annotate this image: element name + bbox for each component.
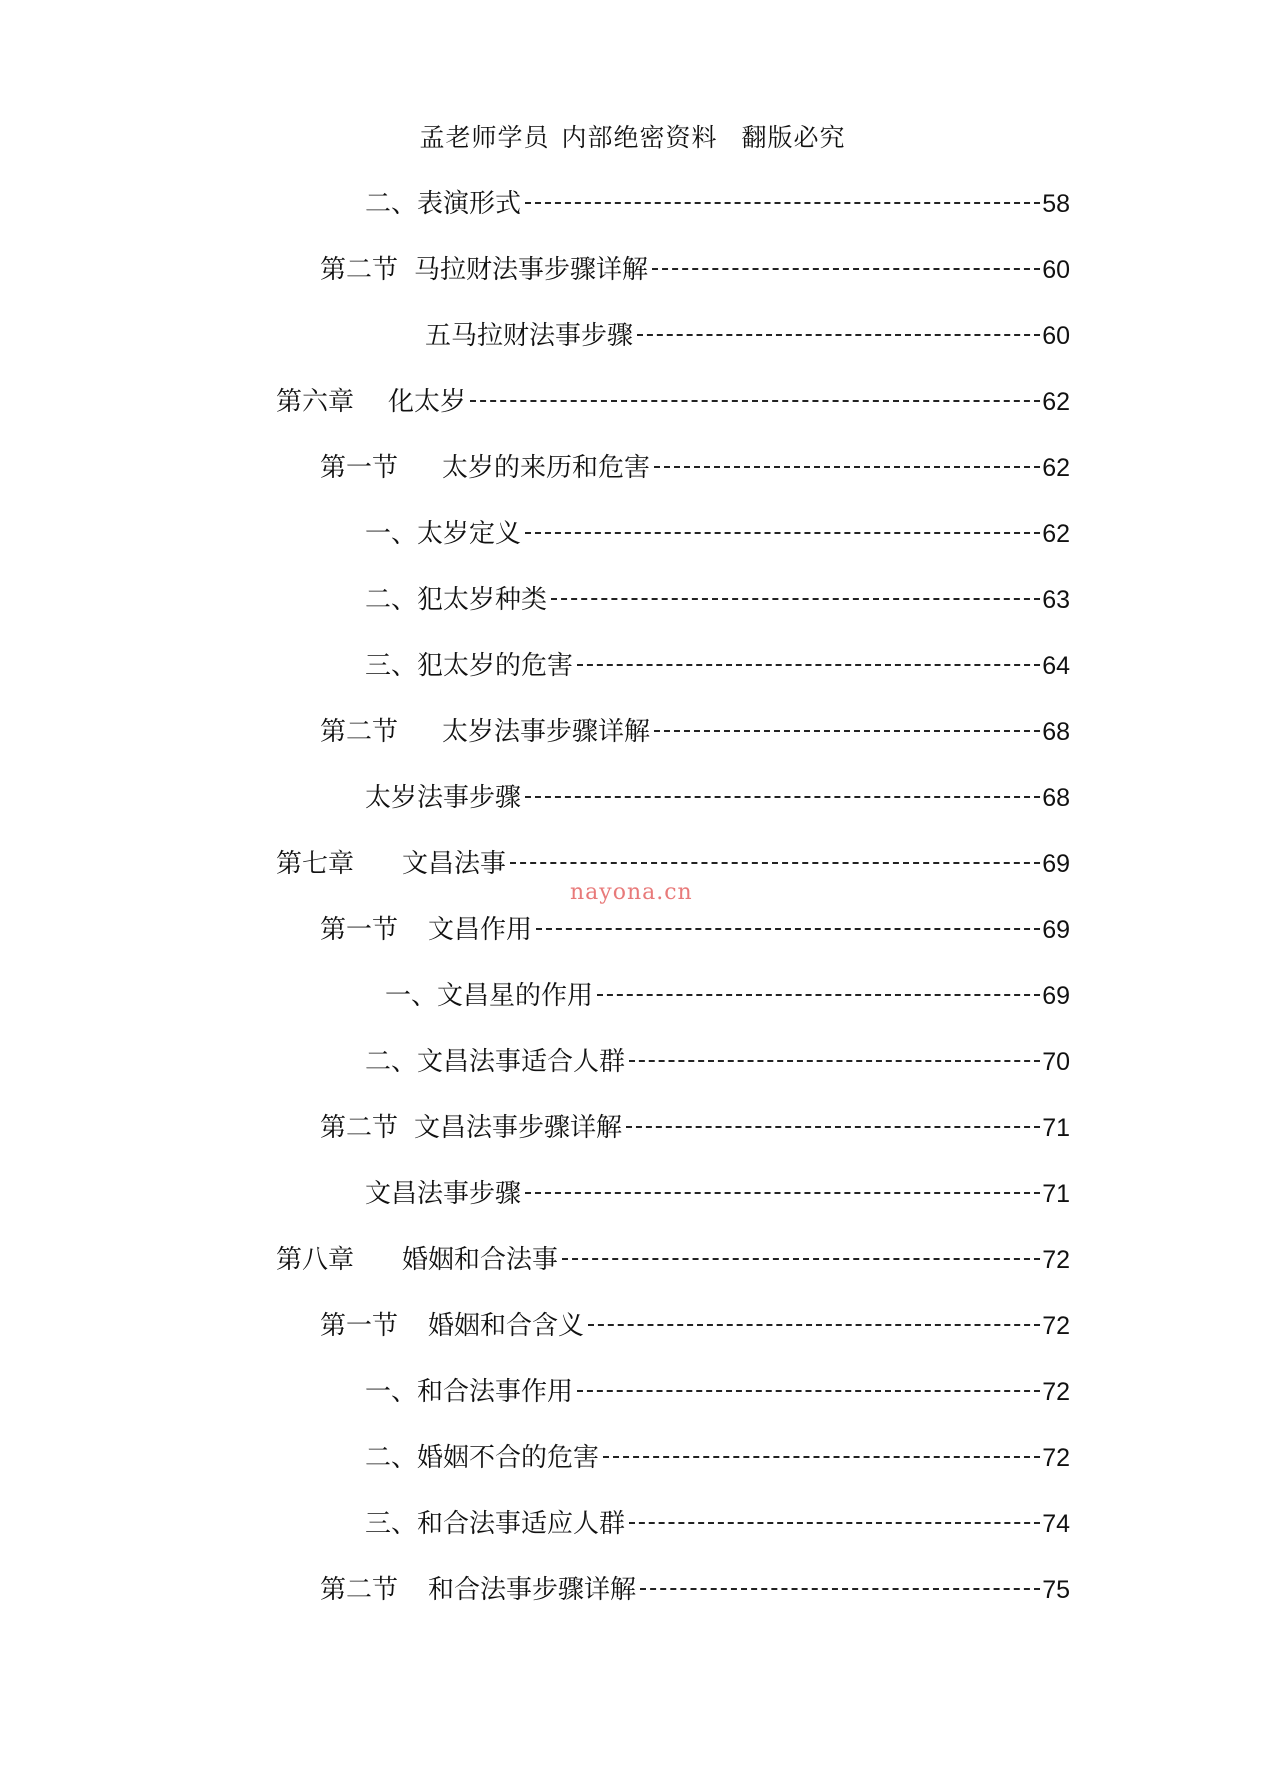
toc-entry-title: 和合法事步骤详解 bbox=[428, 1575, 637, 1605]
toc-leader-dots bbox=[525, 1192, 1040, 1194]
toc-page-number: 62 bbox=[1042, 454, 1070, 482]
toc-leader-dots bbox=[654, 466, 1040, 468]
toc-leader-dots bbox=[654, 730, 1040, 732]
toc-page-number: 69 bbox=[1042, 916, 1070, 944]
toc-entry-number: 第八章 bbox=[276, 1245, 355, 1275]
toc-entry bbox=[276, 381, 1070, 421]
toc-entry bbox=[365, 183, 1070, 223]
toc-entry-number: 一、 bbox=[365, 1377, 418, 1407]
toc-leader-dots bbox=[626, 1126, 1040, 1128]
toc-entry bbox=[320, 447, 1070, 487]
toc-page-number: 58 bbox=[1042, 190, 1070, 218]
toc-page-number: 74 bbox=[1042, 1510, 1070, 1538]
toc-leader-dots bbox=[577, 664, 1040, 666]
toc-entry-title: 文昌法事步骤详解 bbox=[414, 1113, 623, 1143]
toc-leader-dots bbox=[525, 532, 1040, 534]
toc-page-number: 72 bbox=[1042, 1246, 1070, 1274]
toc-entry-number: 一、 bbox=[365, 519, 418, 549]
toc-entry bbox=[320, 1305, 1070, 1345]
toc-leader-dots bbox=[588, 1324, 1040, 1326]
toc-entry bbox=[320, 909, 1070, 949]
toc-leader-dots bbox=[562, 1258, 1040, 1260]
toc-entry-title: 太岁定义 bbox=[417, 519, 522, 549]
toc-entry bbox=[365, 1041, 1070, 1081]
toc-entry bbox=[365, 1173, 1070, 1213]
toc-entry-title: 婚姻和合法事 bbox=[402, 1245, 559, 1275]
toc-page-number: 69 bbox=[1042, 850, 1070, 878]
toc-entry-number: 第一节 bbox=[320, 1311, 399, 1341]
toc-entry bbox=[276, 843, 1070, 883]
toc-page-number: 71 bbox=[1042, 1180, 1070, 1208]
toc-entry bbox=[365, 513, 1070, 553]
toc-entry-number: 第一节 bbox=[320, 453, 399, 483]
toc-leader-dots bbox=[577, 1390, 1040, 1392]
toc-leader-dots bbox=[640, 1588, 1040, 1590]
toc-entry-title: 婚姻和合含义 bbox=[428, 1311, 585, 1341]
toc-entry-title: 五马拉财法事步骤 bbox=[425, 321, 634, 351]
toc-page-number: 68 bbox=[1042, 784, 1070, 812]
toc-entry-title: 犯太岁种类 bbox=[417, 585, 548, 615]
toc-entry-title: 文昌法事适合人群 bbox=[417, 1047, 626, 1077]
header-student-label: 孟老师学员 bbox=[419, 123, 550, 152]
toc-page-number: 64 bbox=[1042, 652, 1070, 680]
toc-leader-dots bbox=[525, 796, 1040, 798]
toc-leader-dots bbox=[510, 862, 1040, 864]
toc-entry bbox=[320, 249, 1070, 289]
toc-leader-dots bbox=[470, 400, 1040, 402]
toc-entry bbox=[365, 777, 1070, 817]
toc-leader-dots bbox=[629, 1060, 1040, 1062]
toc-entry-number: 第六章 bbox=[276, 387, 355, 417]
toc-entry-title: 化太岁 bbox=[388, 387, 467, 417]
toc-leader-dots bbox=[652, 268, 1040, 270]
toc-entry-number: 三、 bbox=[365, 651, 418, 681]
toc-entry-number: 第二节 bbox=[320, 717, 399, 747]
site-watermark: nayona.cn bbox=[570, 880, 693, 905]
toc-entry-title: 文昌星的作用 bbox=[437, 981, 594, 1011]
toc-entry bbox=[425, 315, 1070, 355]
toc-entry-title: 太岁的来历和危害 bbox=[442, 453, 651, 483]
toc-entry-number: 第二节 bbox=[320, 255, 399, 285]
toc-page-number: 60 bbox=[1042, 256, 1070, 284]
toc-entry-title: 马拉财法事步骤详解 bbox=[414, 255, 649, 285]
toc-entry bbox=[320, 1107, 1070, 1147]
toc-page-number: 70 bbox=[1042, 1048, 1070, 1076]
toc-entry-number: 第二节 bbox=[320, 1113, 399, 1143]
toc-entry-number: 第一节 bbox=[320, 915, 399, 945]
toc-entry-title: 文昌法事 bbox=[402, 849, 507, 879]
toc-page-number: 68 bbox=[1042, 718, 1070, 746]
header-confidential-label: 内部绝密资料 bbox=[561, 123, 718, 152]
toc-leader-dots bbox=[629, 1522, 1040, 1524]
toc-entry bbox=[365, 645, 1070, 685]
toc-entry-number: 一、 bbox=[385, 981, 438, 1011]
toc-page-number: 72 bbox=[1042, 1378, 1070, 1406]
toc-entry bbox=[365, 1437, 1070, 1477]
toc-entry-title: 文昌作用 bbox=[428, 915, 533, 945]
toc-entry-number: 第二节 bbox=[320, 1575, 399, 1605]
toc-entry-number: 二、 bbox=[365, 585, 418, 615]
toc-entry-title: 犯太岁的危害 bbox=[417, 651, 574, 681]
toc-entry-title: 和合法事适应人群 bbox=[417, 1509, 626, 1539]
toc-entry-title: 和合法事作用 bbox=[417, 1377, 574, 1407]
toc-entry-number: 二、 bbox=[365, 1443, 418, 1473]
toc-entry-title: 婚姻不合的危害 bbox=[417, 1443, 600, 1473]
toc-leader-dots bbox=[597, 994, 1040, 996]
toc-entry bbox=[365, 1371, 1070, 1411]
toc-entry-title: 太岁法事步骤 bbox=[365, 783, 522, 813]
toc-page-number: 75 bbox=[1042, 1576, 1070, 1604]
toc-leader-dots bbox=[525, 202, 1040, 204]
toc-entry-title: 文昌法事步骤 bbox=[365, 1179, 522, 1209]
toc-entry-title: 太岁法事步骤详解 bbox=[442, 717, 651, 747]
toc-page-number: 72 bbox=[1042, 1312, 1070, 1340]
toc-entry-number: 二、 bbox=[365, 1047, 418, 1077]
toc-page-number: 62 bbox=[1042, 520, 1070, 548]
toc-leader-dots bbox=[603, 1456, 1040, 1458]
toc-leader-dots bbox=[637, 334, 1040, 336]
toc-entry bbox=[320, 1569, 1070, 1609]
toc-entry bbox=[320, 711, 1070, 751]
toc-entry bbox=[276, 1239, 1070, 1279]
toc-page-number: 71 bbox=[1042, 1114, 1070, 1142]
toc-page-number: 60 bbox=[1042, 322, 1070, 350]
toc-entry-number: 三、 bbox=[365, 1509, 418, 1539]
toc-leader-dots bbox=[536, 928, 1040, 930]
toc-entry bbox=[365, 1503, 1070, 1543]
toc-entry bbox=[365, 579, 1070, 619]
toc-leader-dots bbox=[551, 598, 1040, 600]
toc-entry bbox=[385, 975, 1070, 1015]
toc-page-number: 72 bbox=[1042, 1444, 1070, 1472]
toc-entry-number: 第七章 bbox=[276, 849, 355, 879]
toc-page-number: 69 bbox=[1042, 982, 1070, 1010]
toc-page-number: 62 bbox=[1042, 388, 1070, 416]
toc-entry-title: 表演形式 bbox=[417, 189, 522, 219]
header-copyright-label: 翻版必究 bbox=[741, 123, 846, 152]
toc-entry-number: 二、 bbox=[365, 189, 418, 219]
toc-page-number: 63 bbox=[1042, 586, 1070, 614]
